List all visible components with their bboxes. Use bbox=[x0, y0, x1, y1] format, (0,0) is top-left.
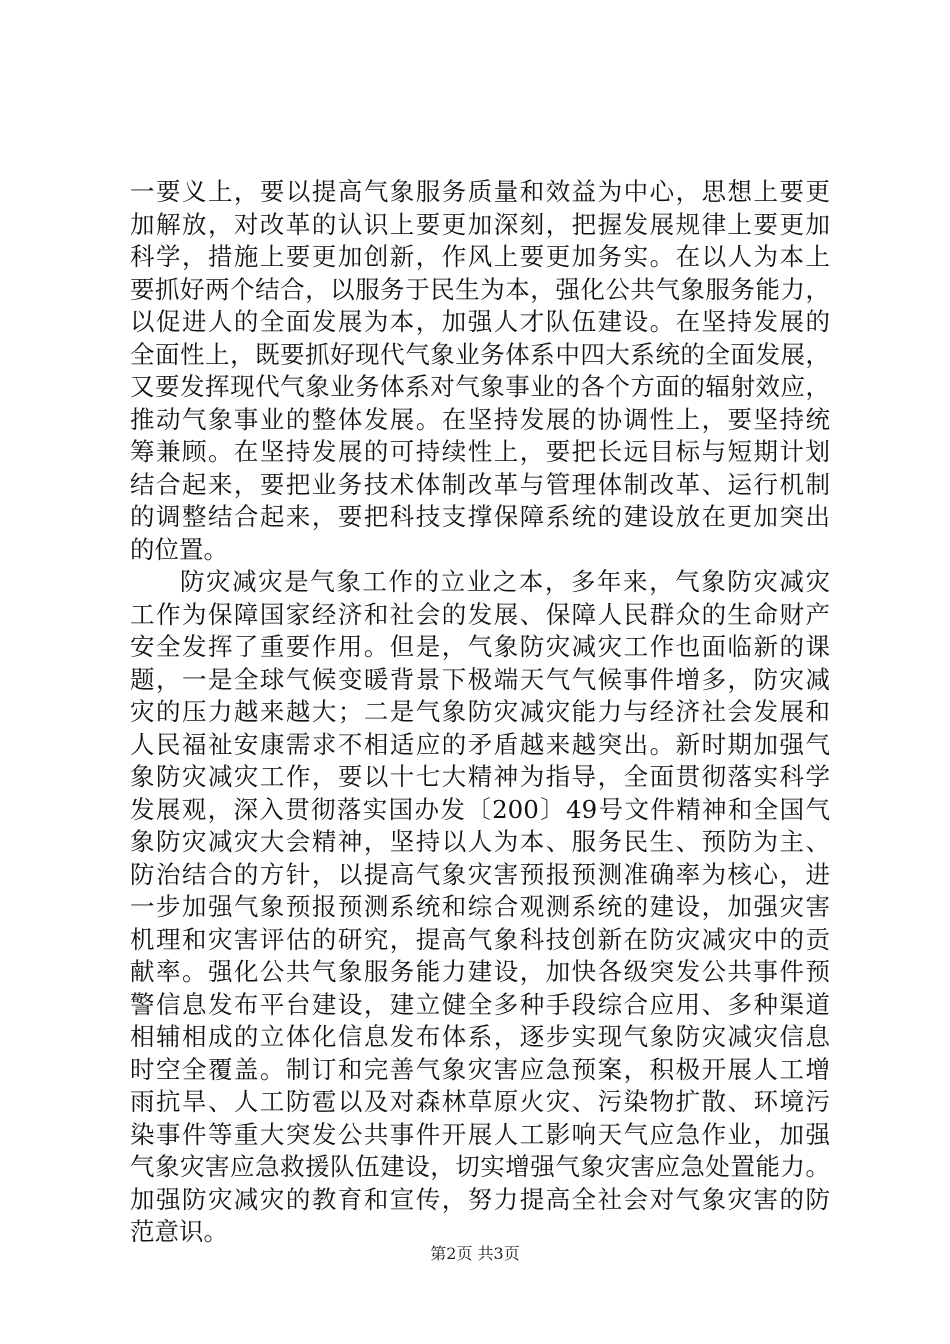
text-line: 相辅相成的立体化信息发布体系，逐步实现气象防灾减灾信息 bbox=[130, 1022, 830, 1051]
text-line: 染事件等重大突发公共事件开展人工影响天气应急作业，加强 bbox=[130, 1119, 830, 1149]
text-line: 推动气象事业的整体发展。在坚持发展的协调性上，要坚持统 bbox=[130, 404, 830, 434]
text-line: 又要发挥现代气象业务体系对气象事业的各个方面的辐射效应， bbox=[130, 372, 830, 401]
text-line: 范意识。 bbox=[130, 1217, 228, 1246]
text-line: 一步加强气象预报预测系统和综合观测系统的建设，加强灾害 bbox=[130, 892, 830, 921]
text-line: 结合起来，要把业务技术体制改革与管理体制改革、运行机制 bbox=[130, 469, 830, 499]
text-line: 科学，措施上要更加创新，作风上要更加务实。在以人为本上 bbox=[130, 242, 830, 271]
paragraph-2 bbox=[130, 566, 830, 1249]
text-line: 的位置。 bbox=[130, 534, 228, 564]
text-line: 献率。强化公共气象服务能力建设，加快各级突发公共事件预 bbox=[130, 957, 830, 986]
text-line: 题，一是全球气候变暖背景下极端天气气候事件增多，防灾减 bbox=[130, 664, 830, 694]
text-line: 工作为保障国家经济和社会的发展、保障人民群众的生命财产 bbox=[130, 599, 830, 629]
text-line: 以促进人的全面发展为本，加强人才队伍建设。在坚持发展的 bbox=[130, 307, 830, 336]
text-line: 的调整结合起来，要把科技支撑保障系统的建设放在更加突出 bbox=[130, 502, 830, 531]
page-footer bbox=[0, 1244, 950, 1264]
paragraph-1 bbox=[130, 176, 830, 566]
text-line: 象防灾减灾大会精神，坚持以人为本、服务民生、预防为主、 bbox=[130, 827, 830, 856]
text-line: 灾的压力越来越大；二是气象防灾减灾能力与经济社会发展和 bbox=[130, 697, 830, 726]
body-text bbox=[130, 176, 830, 1249]
text-line: 防灾减灾是气象工作的立业之本，多年来，气象防灾减灾 bbox=[180, 567, 830, 596]
text-line: 机理和灾害评估的研究，提高气象科技创新在防灾减灾中的贡 bbox=[130, 924, 830, 954]
text-line: 加解放，对改革的认识上要更加深刻，把握发展规律上要更加 bbox=[130, 209, 830, 239]
text-line: 雨抗旱、人工防雹以及对森林草原火灾、污染物扩散、环境污 bbox=[130, 1087, 830, 1116]
text-line: 要抓好两个结合，以服务于民生为本，强化公共气象服务能力， bbox=[130, 274, 830, 304]
text-line: 防治结合的方针，以提高气象灾害预报预测准确率为核心，进 bbox=[130, 859, 830, 889]
text-line: 发展观，深入贯彻落实国办发〔200〕49号文件精神和全国气 bbox=[130, 794, 830, 824]
text-line: 时空全覆盖。制订和完善气象灾害应急预案，积极开展人工增 bbox=[130, 1054, 830, 1084]
text-line: 筹兼顾。在坚持发展的可持续性上，要把长远目标与短期计划 bbox=[130, 437, 830, 466]
text-line: 象防灾减灾工作，要以十七大精神为指导，全面贯彻落实科学 bbox=[130, 762, 830, 791]
page-number-label: 第2页 共3页 bbox=[430, 1244, 520, 1263]
text-line: 人民福祉安康需求不相适应的矛盾越来越突出。新时期加强气 bbox=[130, 729, 830, 759]
text-line: 安全发挥了重要作用。但是，气象防灾减灾工作也面临新的课 bbox=[130, 632, 830, 661]
text-line: 一要义上，要以提高气象服务质量和效益为中心，思想上要更 bbox=[130, 177, 830, 206]
text-line: 气象灾害应急救援队伍建设，切实增强气象灾害应急处置能力。 bbox=[130, 1152, 830, 1181]
text-line: 加强防灾减灾的教育和宣传，努力提高全社会对气象灾害的防 bbox=[130, 1184, 830, 1214]
text-line: 全面性上，既要抓好现代气象业务体系中四大系统的全面发展， bbox=[130, 339, 830, 369]
text-line: 警信息发布平台建设，建立健全多种手段综合应用、多种渠道 bbox=[130, 989, 830, 1019]
